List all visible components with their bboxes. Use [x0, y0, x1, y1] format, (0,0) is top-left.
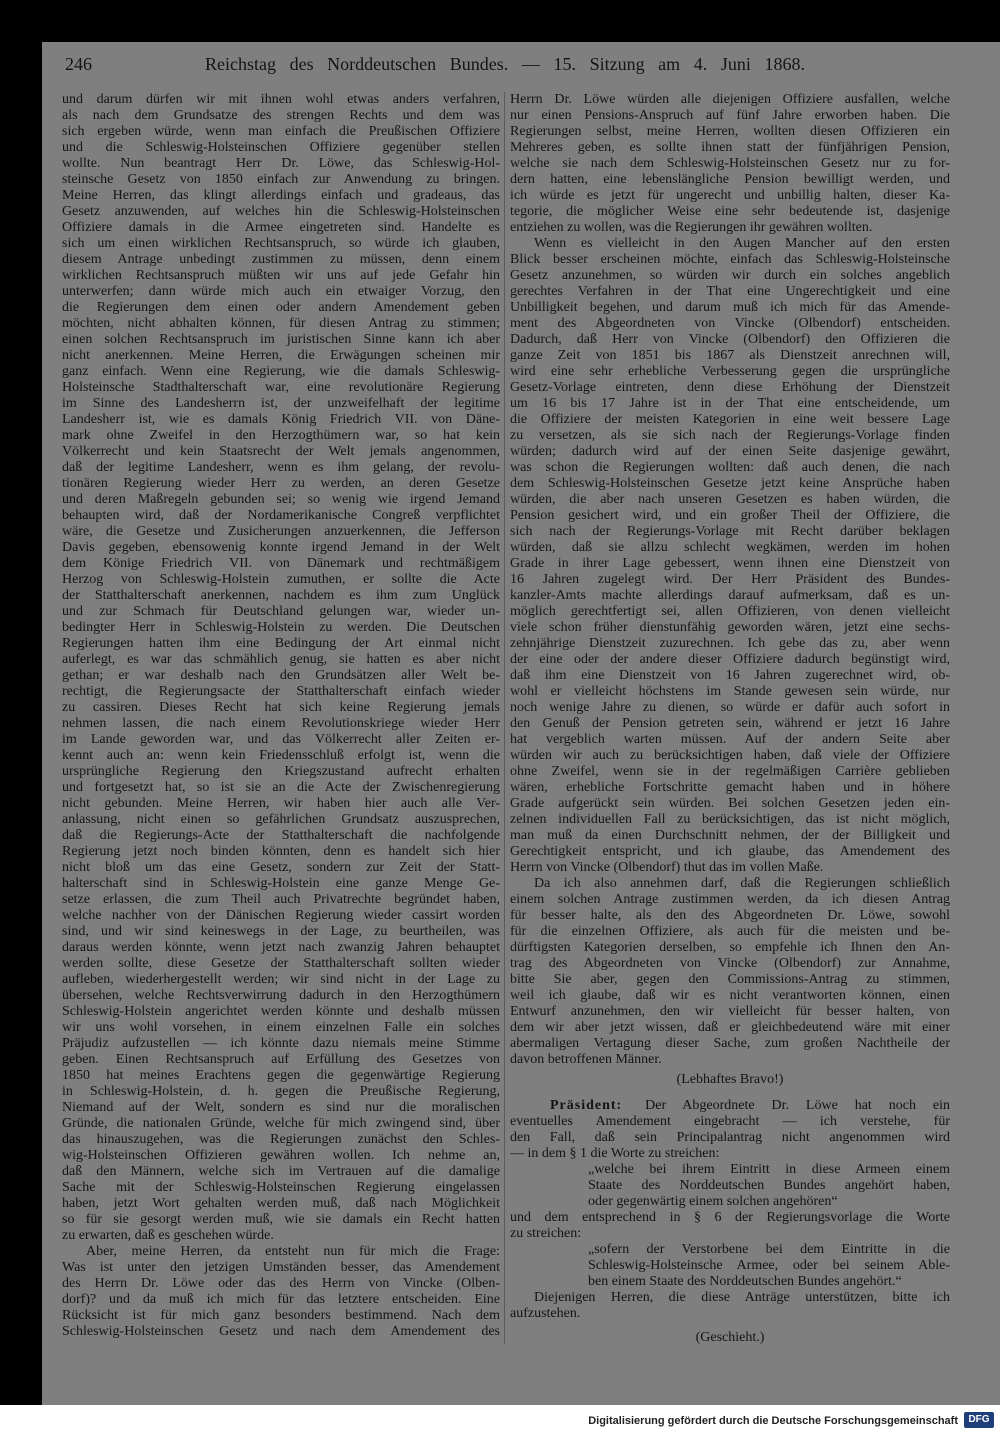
text-line: Völkerrecht und kein Staatsrecht der Welt jemals angenommen,: [62, 444, 500, 459]
text-line: daraus werden könnte, wenn jetzt nach zwanzig Jahren behauptet: [62, 940, 500, 955]
text-line: Gesetz anzunehmen, so würden wir durch ein solches angeblich: [510, 268, 950, 283]
text-line: dorf)? und da muß ich mich für das letztere entscheiden. Eine: [62, 1292, 500, 1307]
text-line: diesem Antrage unbedingt zustimmen zu müssen, denn einem: [62, 252, 500, 267]
text-line: des Herrn Dr. Löwe oder das des Herrn von Vincke (Olben-: [62, 1276, 500, 1291]
text-line: zehnjährige Dienstzeit zuzurechnen. Ich gebe das zu, aber wenn: [510, 636, 950, 651]
text-line: „sofern der Verstorbene bei dem Eintritte in die: [588, 1242, 950, 1257]
text-line: die Offiziere der meisten Kategorien in eine weit bessere Lage: [510, 412, 950, 427]
scanned-page: [42, 42, 1000, 1405]
text-line: geben. Einen Rechtsanspruch auf Erfüllung des Gesetzes von: [62, 1052, 500, 1067]
text-line: zu cassiren. Dieses Recht hat sich keine Regierung jemals: [62, 700, 500, 715]
text-line: wird eine sehr erhebliche Verbesserung gegen die ursprüngliche: [510, 364, 950, 379]
text-line: tionären Regierung wieder Herr zu werden, an deren Gesetze: [62, 476, 500, 491]
text-line: wäre, die Gesetze und Zusicherungen anzuerkennen, die Jefferson: [62, 524, 500, 539]
text-line: dern hatten, eine lebenslängliche Pension bewilligt werden, und: [510, 172, 950, 187]
text-line: Präjudiz aufzustellen — ich könnte dazu niemals meine Stimme: [62, 1036, 500, 1051]
text-line: und die Schleswig-Holsteinschen Offiziere gegenüber stellen: [62, 140, 500, 155]
text-line: weil ich glaube, daß wir es nicht verantworten können, einen: [510, 988, 950, 1003]
text-line: kennt auch an: wenn kein Friedensschluß erfolgt ist, wenn die: [62, 748, 500, 763]
text-line: einen solchen Rechtsanspruch im juristischen Sinne kann ich aber: [62, 332, 500, 347]
text-line: als nach dem Grundsatze des strengen Rechts und dem was: [62, 108, 500, 123]
text-line: sich um einen wirklichen Rechtsanspruch, so würde ich glauben,: [62, 236, 500, 251]
left-column: [62, 92, 500, 1352]
text-line: viele schon früher dienstunfähig geworden wären, jetzt eine sechs-: [510, 620, 950, 635]
text-line: Niemand auf der Welt, sondern es sind nur die moralischen: [62, 1100, 500, 1115]
text-line: wig-Holsteinschen Offizieren gewähren wollen. Ich nehme an,: [62, 1148, 500, 1163]
text-line: möchten, nicht abhalten können, für diesen Antrag zu stimmen;: [62, 316, 500, 331]
text-line: ursprüngliche Regierung den Kriegszustand aufrecht erhalten: [62, 764, 500, 779]
paragraph: [510, 876, 950, 1068]
text-line: bedingter Herr in Schleswig-Holstein zu werden. Die Deutschen: [62, 620, 500, 635]
stage-direction: [510, 1072, 950, 1088]
text-line: würden, daß sie allzu schlecht wegkämen, werden im hohen: [510, 540, 950, 555]
text-line: Gerechtigkeit entspricht, und ich glaube, das Amendement des: [510, 844, 950, 859]
paragraph: [510, 236, 950, 876]
text-line: den Genuß der Pension getreten sein, während er jetzt 16 Jahre: [510, 716, 950, 731]
text-line: welche sie nach dem Schleswig-Holsteinschen Gesetz nur zu for-: [510, 156, 950, 171]
text-line: Meine Herren, das klingt allerdings einfach und gradeaus, das: [62, 188, 500, 203]
text-line: möglich gerechtfertigt sei, allen Offizieren, von denen vielleicht: [510, 604, 950, 619]
text-line: nur einen Pensions-Anspruch auf fünf Jahre erworben haben. Die: [510, 108, 950, 123]
text-line: eventuelles Amendement eingebracht — ich verstehe, für: [510, 1114, 950, 1129]
running-title: Reichstag des Norddeutschen Bundes. — 15. Sitzung am 4. Juni 1868.: [205, 54, 805, 74]
text-line: Herrn von Vincke (Olbendorf) thut das im vollen Maße.: [510, 860, 824, 875]
text-line: die Regierungen dem einen oder andern Amendement geben: [62, 300, 500, 315]
text-line: Da ich also annehmen darf, daß die Regierungen schließlich: [534, 876, 950, 891]
text-line: ich würde es jetzt für ungerecht und unbillig halten, dieser Ka-: [510, 188, 950, 203]
text-line: Regierungen hatten ihm eine Bedingung der Art einmal nicht: [62, 636, 500, 651]
paragraph: [510, 1210, 950, 1242]
paragraph: [62, 1244, 500, 1340]
column-divider: [504, 92, 505, 1344]
text-line: Wenn es vielleicht in den Augen Mancher auf den ersten: [534, 236, 950, 251]
text-line: Regierung jetzt noch binden könnten, denn es handelt sich hier: [62, 844, 500, 859]
text-line: aufzustehen.: [510, 1306, 581, 1321]
text-line: ben einem Staate des Norddeutschen Bundes angehört.“: [588, 1274, 902, 1289]
text-line: hat vergeblich warten müssen. Auf der andern Seite aber: [510, 732, 950, 747]
text-line: dürftigsten Kategorien derselben, so empfehle ich Ihnen den An-: [510, 940, 950, 955]
text-line: 1850 hat meines Erachtens gegen die gegenwärtige Regierung: [62, 1068, 500, 1083]
text-line: um 16 bis 17 Jahre ist in der That eine entscheidende, um: [510, 396, 950, 411]
text-line: wohl er vielleicht höchstens im Stande gewesen sein würde, nur: [510, 684, 950, 699]
text-line: ganze Zeit von 1851 bis 1867 als Dienstzeit anrechnen will,: [510, 348, 950, 363]
text-line: würden wir auch zu berücksichtigen haben, daß viele der Offiziere: [510, 748, 950, 763]
text-line: dem Könige Friedrich VII. von Dänemark und rechtmäßigem: [62, 556, 500, 571]
paragraph: [62, 92, 500, 1244]
text-line: in Schleswig-Holstein, d. h. gegen die Preußische Regierung,: [62, 1084, 500, 1099]
text-line: halterschaft sind in Schleswig-Holstein eine ganze Menge Ge-: [62, 876, 500, 891]
text-line: Regierungen selbst, meine Herren, wollten diesen Offizieren ein: [510, 124, 950, 139]
text-line: Mehreres geben, es sollte ihnen statt der fünfjährigen Pension,: [510, 140, 950, 155]
text-line: Diejenigen Herren, die diese Anträge unterstützen, bitte ich: [534, 1290, 950, 1305]
text-line: zu versetzen, als sie sich nach der Regierungs-Vorlage finden: [510, 428, 950, 443]
text-line: Unbilligkeit begehen, und darum muß ich mich für das Amende-: [510, 300, 950, 315]
text-line: man muß da einen Durchschnitt nehmen, der der Billigkeit und: [510, 828, 950, 843]
text-line: der eine oder der andere dieser Offiziere dadurch begünstigt wird,: [510, 652, 950, 667]
text-line: daß ihm eine Dienstzeit von 16 Jahren zugerechnet wird, ob-: [510, 668, 950, 683]
text-line: unterwerfen; dann würde mich auch ein etwaiger Vorzug, den: [62, 284, 500, 299]
text-line: ohne Zweifel, wenn sie in der regelmäßigen Carrière geblieben: [510, 764, 950, 779]
text-line: sind, und wir sind keineswegs in der Lage, zu beurtheilen, was: [62, 924, 500, 939]
text-line: tegorie, die möglicher Weise eine sehr bedeutende ist, dasjenige: [510, 204, 950, 219]
text-line: zu erwarten, daß es geschehen würde.: [62, 1228, 274, 1243]
text-line: Pension gesichert wird, und ein großer Theil der Offiziere, die: [510, 508, 950, 523]
text-line: Gründe, die nationalen Gründe, welche für mich zwingend sind, über: [62, 1116, 500, 1131]
text-line: was schon die Regierungen wollten: daß auch denen, die nach: [510, 460, 950, 475]
text-line: würden; dadurch wird auf der einen Seite dasjenige gewährt,: [510, 444, 950, 459]
text-line: — in dem § 1 die Worte zu streichen:: [510, 1146, 720, 1161]
text-line: abermaligen Vertagung dieser Sache, zum großen Nachtheile der: [510, 1036, 950, 1051]
text-line: Entwurf anzunehmen, den wir vielleicht für besser halten, von: [510, 1004, 950, 1019]
text-line: zelnen individuellen Fall zu berücksichtigen, das ist nicht möglich,: [510, 812, 950, 827]
text-line: Gesetz anzuwenden, auf welches hin die Schleswig-Holsteinschen: [62, 204, 500, 219]
text-line: und fortgesetzt hat, so ist sie an die Acte der Zwischenregierung: [62, 780, 500, 795]
text-line: wirklichen Rechtsanspruch müßten wir uns auf jede Gefahr hin: [62, 268, 500, 283]
right-column: [510, 92, 950, 1382]
text-line: mark ohne Zweifel in den Herzogthümern war, so hat kein: [62, 428, 500, 443]
text-line: nicht anerkennen. Meine Herren, die Erwägungen scheinen mir: [62, 348, 500, 363]
text-line: und dem entsprechend in § 6 der Regierungsvorlage die Worte: [510, 1210, 950, 1225]
text-line: so für sie gesorgt werden muß, wie sie damals ein Recht hatten: [62, 1212, 500, 1227]
text-line: „welche bei ihrem Eintritt in diese Armeen einem: [588, 1162, 950, 1177]
text-line: davon betroffenen Männer.: [510, 1052, 662, 1067]
text-line: für die einzelnen Offiziere, als auch für die meisten und be-: [510, 924, 950, 939]
text-line: sich nach der Regierungs-Vorlage mit Recht darüber beklagen: [510, 524, 950, 539]
text-line: Schleswig-Holsteinschen Gesetz und nach dem Amendement des: [62, 1324, 500, 1339]
text-line: und deren Maßregeln gebunden sei; so wenig wie irgend Jemand: [62, 492, 500, 507]
text-line: nicht bloß um das eine Gesetz, sondern zur Zeit der Statt-: [62, 860, 500, 875]
text-line: (Lebhaftes Bravo!): [676, 1072, 784, 1087]
page-number: 246: [65, 54, 92, 74]
text-line: gerechtes Verfahren in der That eine Ungerechtigkeit und eine: [510, 284, 950, 299]
text-line: nehmen lassen, die nach einem Revolutionskriege wieder Herr: [62, 716, 500, 731]
text-line: Grade in ihrer Lage gebessert, wenn ihnen eine Dienstzeit von: [510, 556, 950, 571]
text-line: haben, jetzt Wort gehalten werden muß, daß nach Möglichkeit: [62, 1196, 500, 1211]
text-line: trag des Abgeordneten von Vincke (Olbendorf) zur Annahme,: [510, 956, 950, 971]
text-line: dem Schleswig-Holsteinschen Gesetze jetzt keine Ansprüche haben: [510, 476, 950, 491]
text-line: wir uns wohl vorsehen, in einem einzelnen Falle ein solches: [62, 1020, 500, 1035]
text-line: Herzog von Schleswig-Holstein zumuthen, er sollte die Acte: [62, 572, 500, 587]
text-line: 16 Jahren zugelegt wird. Der Herr Präsident des Bundes-: [510, 572, 950, 587]
text-line: ment des Abgeordneten von Vincke (Olbendorf) entscheiden.: [510, 316, 950, 331]
text-line: daß den Männern, welche sich im Vertrauen auf die damalige: [62, 1164, 500, 1179]
text-line: steinsche Gesetz von 1850 einfach zur Anwendung zu bringen.: [62, 172, 500, 187]
text-line: Schleswig-Holstein angerichtet werden könnte und deshalb müssen: [62, 1004, 500, 1019]
text-line: und zur Schmach für Deutschland gelungen war, wieder un-: [62, 604, 500, 619]
text-line: Davis gegeben, ebensowenig konnte irgend Jemand in der Welt: [62, 540, 500, 555]
text-line: Herrn Dr. Löwe würden alle diejenigen Offiziere ausfallen, welche: [510, 92, 950, 107]
quoted-text: [510, 1162, 950, 1210]
text-line: auferlegt, es war das schmählich genug, sie hatten es aber nicht: [62, 652, 500, 667]
stage-direction: [510, 1330, 950, 1346]
text-line: sich ergeben würde, wenn man einfach die Preußischen Offiziere: [62, 124, 500, 139]
dfg-logo: DFG: [964, 1412, 994, 1428]
text-line: noch wenige Jahre zu dienen, so würde er dafür auch sofort in: [510, 700, 950, 715]
text-line: im Lande geworden war, und das Völkerrecht aller Zeiten er-: [62, 732, 500, 747]
text-line: werden sollte, diese Gesetze der Statthalterschaft sollten wieder: [62, 956, 500, 971]
text-line: im Sinne des Landesherrn ist, der unzweifelhaft der legitime: [62, 396, 500, 411]
speech: [510, 1098, 950, 1162]
text-line: bitte Sie aber, gegen den Commissions-Antrag zu stimmen,: [510, 972, 950, 987]
text-line: Blick besser erscheinen möchte, einfach das Schleswig-Holsteinsche: [510, 252, 950, 267]
text-line: und darum dürfen wir mit ihnen wohl etwas anders verfahren,: [62, 92, 500, 107]
text-line: Rücksicht ist für mich ganz besonders bestimmend. Nach dem: [62, 1308, 500, 1323]
text-line: Holsteinsche Stadthalterschaft war, eine revolutionäre Regierung: [62, 380, 500, 395]
text-line: welche nachher von der Dänischen Regierung wieder cassirt worden: [62, 908, 500, 923]
speaker-label: Präsident:: [550, 1098, 623, 1113]
text-line: einem solchen Antrage zustimmen werden, da ich diesen Antrag: [510, 892, 950, 907]
quoted-text: [510, 1242, 950, 1290]
text-line: der Statthalterschaft anerkennen, nachdem es ihm zum Unglück: [62, 588, 500, 603]
text-line: (Geschieht.): [695, 1330, 765, 1345]
text-line: Was ist unter den jetzigen Umständen besser, das Amendement: [62, 1260, 500, 1275]
text-line: wollte. Nun beantragt Herr Dr. Löwe, das Schleswig-Hol-: [62, 156, 500, 171]
text-line: würden, die aber nach unseren Gesetzen es haben würden, die: [510, 492, 950, 507]
text-line: zu streichen:: [510, 1226, 582, 1241]
text-line: rechtigt, die Regierungsacte der Statthalterschaft einfach wieder: [62, 684, 500, 699]
text-line: behaupten wird, daß der Nordamerikanische Congreß verpflichtet: [62, 508, 500, 523]
text-line: den Fall, daß sein Principalantrag nicht angenommen wird: [510, 1130, 950, 1145]
text-line: übersehen, welche Rechtsverwirrung dadurch in den Herzogthümern: [62, 988, 500, 1003]
text-line: ganz einfach. Wenn eine Regierung, wie die damals Schleswig-: [62, 364, 500, 379]
footer-credit: Digitalisierung gefördert durch die Deutsche Forschungsgemeinschaft: [588, 1415, 958, 1427]
text-line: das hinauszugehen, was die Regierungen zunächst den Schles-: [62, 1132, 500, 1147]
text-line: nicht gebunden. Meine Herren, wir haben hier auch alle Ver-: [62, 796, 500, 811]
text-line: Aber, meine Herren, da entsteht nun für mich die Frage:: [86, 1244, 500, 1259]
text-line: daß die Regierungs-Acte der Statthalterschaft die nachfolgende: [62, 828, 500, 843]
text-line: Staate des Norddeutschen Bundes angehört haben,: [588, 1178, 950, 1193]
text-line: wären, erhebliche Fortschritte gemacht haben und in höhere: [510, 780, 950, 795]
text-line: für besser halte, als den des Abgeordneten Dr. Löwe, sowohl: [510, 908, 950, 923]
text-line: Grade aufgerückt sein würden. Bei solchen Gesetzen jeden ein-: [510, 796, 950, 811]
text-line: aufleben, wiederhergestellt werden; wir sind nicht in der Lage zu: [62, 972, 500, 987]
text-line: kanzler-Amts machte allerdings darauf aufmerksam, daß es un-: [510, 588, 950, 603]
text-line: anlassung, nicht einen so gefährlichen Grundsatz auszusprechen,: [62, 812, 500, 827]
text-line: Schleswig-Holsteinsche Armee, oder bei seinem Able-: [588, 1258, 950, 1273]
paragraph: [510, 1290, 950, 1322]
paragraph: [510, 92, 950, 236]
text-line: gethan; er war deshalb nach den Grundsätzen aller Welt be-: [62, 668, 500, 683]
text-line: Offiziere damals in die Armee eingetreten sind. Handelte es: [62, 220, 500, 235]
text-line: Landesherr ist, wie es damals König Friedrich VII. von Däne-: [62, 412, 500, 427]
text-line: oder gegenwärtig einem solchen angehören“: [588, 1194, 838, 1209]
text-line: [510, 1098, 950, 1114]
text-line: Dadurch, daß Herr von Vincke (Olbendorf) den Offizieren die: [510, 332, 950, 347]
text-line: Gesetz-Vorlage eintreten, denn diese Erhöhung der Dienstzeit: [510, 380, 950, 395]
text-line: dem wir aber jetzt wissen, daß er gleichbedeutend wäre mit einer: [510, 1020, 950, 1035]
text-line: entziehen zu wollen, was die Regierungen ihr gewähren wollten.: [510, 220, 873, 235]
speech-text: Der Abgeordnete Dr. Löwe hat noch ein: [645, 1098, 950, 1113]
text-line: daß der legitime Landesherr, wenn es ihm gelang, der revolu-: [62, 460, 500, 475]
text-line: Sache mit der Schleswig-Holsteinschen Regierung eingelassen: [62, 1180, 500, 1195]
text-line: setze erlassen, die zum Theil auch Privatrechte begründet haben,: [62, 892, 500, 907]
